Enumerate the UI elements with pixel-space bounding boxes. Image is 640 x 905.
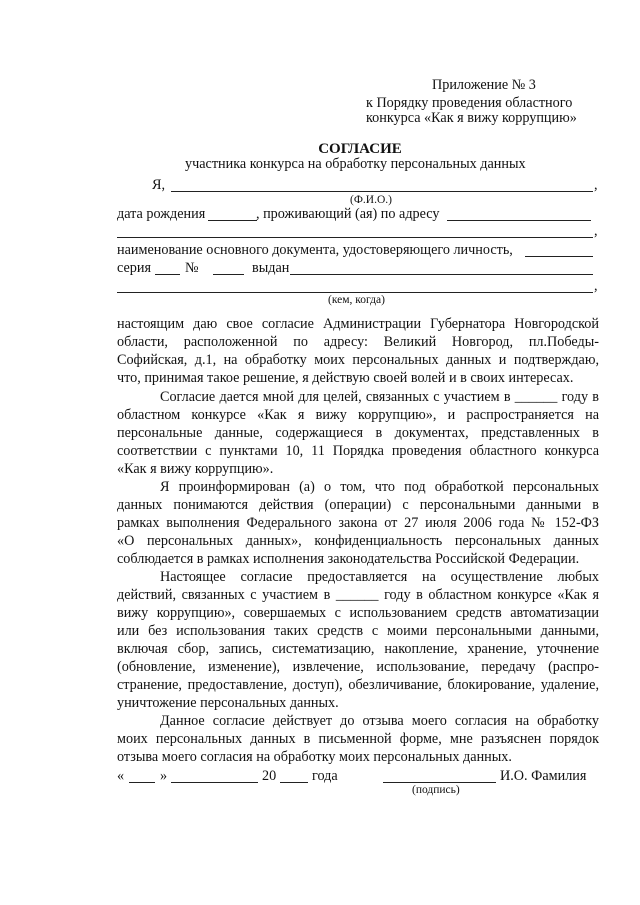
paragraph-line: включая сбор, запись, систематизацию, накопление, хранение, уточнение [117,641,599,657]
paragraph-line: странение, предоставление, доступ), обезличивание, блокирование, удаление, [117,677,599,693]
issued-field[interactable] [290,274,593,275]
birth-date-field[interactable] [208,220,257,221]
paragraph-line: данных понимаются действия (операции) с персональными данными в [117,497,599,513]
number-label: № [185,260,199,276]
birth-label: дата рождения [117,206,206,222]
year-prefix: 20 [262,768,277,784]
close-quote: » [160,768,168,784]
paragraph-line: персональные данные, содержащиеся в документах, представленных в [117,425,599,441]
appendix-number: Приложение № 3 [432,77,536,93]
paragraph-line: Я проинформирован (а) о том, что под обработкой персональных [160,479,599,495]
paragraph-line: рамках выполнения Федерального закона от 27 июля 2006 года № 152-ФЗ [117,515,599,531]
i-label: Я, [152,177,166,193]
paragraph-line: настоящим даю свое согласие Администрации Губернатора Новгородской [117,316,599,332]
appendix-line-1: к Порядку проведения областного [366,95,573,111]
comma: , [594,278,598,294]
paragraph-line: Данное согласие действует до отзыва моего согласия на обработку [160,713,599,729]
document-title: СОГЛАСИЕ [318,141,402,157]
paragraph-line: (обновление, изменение), извлечение, использование, передачу (распро- [117,659,599,675]
comma: , [594,177,598,193]
paragraph-line: что, принимая такое решение, я действую своей волей и в своих интересах. [117,370,574,386]
paragraph-line: действий, связанных с участием в ______ году в областном конкурсе «Как я [117,587,599,603]
paragraph-line: областном конкурсе «Как я вижу коррупцию», и распространяется на [117,407,599,423]
issued-field-2[interactable] [117,292,593,293]
paragraph-line: Настоящее согласие предоставляется на осуществление любых [160,569,599,585]
address-field-2[interactable] [117,237,593,238]
number-field[interactable] [213,274,244,275]
paragraph-line: Согласие дается мной для целей, связанных с участием в ______ году в [160,389,599,405]
series-label: серия [117,260,151,276]
paragraph-line: соответствии с пунктами 10, 11 Порядка проведения областного конкурса [117,443,599,459]
document-label: наименование основного документа, удостоверяющего личность, [117,242,513,258]
day-field[interactable] [129,782,155,783]
who-when-caption: (кем, когда) [328,294,385,306]
paragraph-line: вижу коррупцию», совершаемых с использованием средств автоматизации [117,605,599,621]
year-suffix: года [312,768,338,784]
fio-caption: (Ф.И.О.) [350,194,392,206]
appendix-line-2: конкурса «Как я вижу коррупцию» [366,110,577,126]
paragraph-line: отзыва моего согласия на обработку моих персональных данных. [117,749,512,765]
signer-name: И.О. Фамилия [500,768,587,784]
paragraph-line: уничтожение персональных данных. [117,695,339,711]
fio-field[interactable] [171,191,593,192]
paragraph-line: или без использования таких средств с моими персональными данными, [117,623,599,639]
paragraph-line: «О персональных данных», конфиденциальность персональных данных [117,533,599,549]
living-label: , проживающий (ая) по адресу [256,206,440,222]
address-field-1[interactable] [447,220,591,221]
paragraph-line: соблюдается в рамках исполнения законодательства Российской Федерации. [117,551,580,567]
paragraph-line: моих персональных данных в письменной форме, мне разъяснен порядок [117,731,599,747]
signature-field[interactable] [383,782,496,783]
document-field[interactable] [525,256,593,257]
issued-label: выдан [252,260,290,276]
paragraph-line: области, расположенной по адресу: Великий Новгород, пл.Победы- [117,334,599,350]
paragraph-line: «Как я вижу коррупцию». [117,461,274,477]
signature-caption: (подпись) [412,784,460,796]
year-field[interactable] [280,782,308,783]
open-quote: « [117,768,125,784]
document-subtitle: участника конкурса на обработку персональных данных [185,156,526,172]
month-field[interactable] [171,782,258,783]
paragraph-line: Софийская, д.1, на обработку моих персональных данных и подтверждаю, [117,352,599,368]
comma: , [594,223,598,239]
series-field[interactable] [155,274,180,275]
